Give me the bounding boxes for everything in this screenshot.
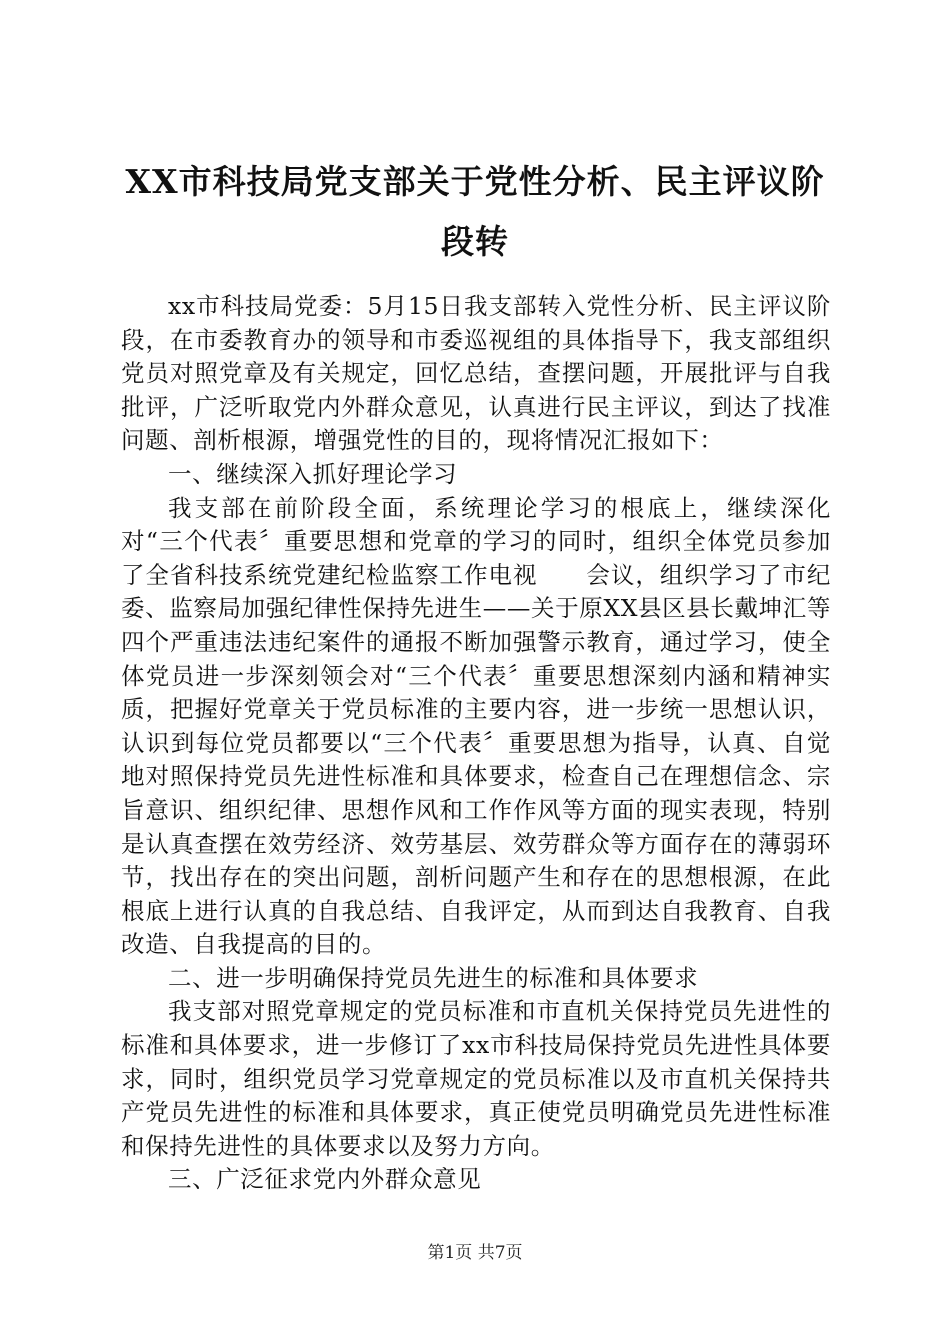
- page-footer: 第1页 共7页: [427, 1243, 523, 1263]
- section-heading-3: 三、广泛征求党内外群众意见: [168, 1165, 482, 1194]
- section-heading-2: 二、进一步明确保持党员先进生的标准和具体要求: [168, 963, 699, 992]
- section-2-paragraph: 我支部对照党章规定的党员标准和市直机关保持党员先进性的标准和具体要求，进一步修订了xx市科技局保持党员先进性具体要求，同时，组织党员学习党章规定的党员标准以及市直机关保持共产党员先进性的标准和具体要求，真正使党员明确党员先进性标准和保持先进性的具体要求以及努力方向。: [121, 997, 831, 1160]
- document-body: [121, 290, 831, 1197]
- section-heading-1: 一、继续深入抓好理论学习: [168, 459, 458, 488]
- document-title: XX市科技局党支部关于党性分析、民主评议阶段转: [125, 162, 825, 261]
- section-1-paragraph: 我支部在前阶段全面，系统理论学习的根底上，继续深化对“三个代表〞重要思想和党章的学习的同时，组织全体党员参加了全省科技系统党建纪检监察工作电视 会议，组织学习了市纪委、监察局加强纪律性保持先进生——关于原XX县区县长戴坤汇等四个严重违法违纪案件的通报不断加强警示教育，通过学习，使全体党员进一步深刻领会对“三个代表〞重要思想深刻内涵和精神实质，把握好党章关于党员标准的主要内容，进一步统一思想认识，认识到每位党员都要以“三个代表〞重要思想为指导，认真、自觉地对照保持党员先进性标准和具体要求，检查自己在理想信念、宗旨意识、组织纪律、思想作风和工作作风等方面的现实表现，特别是认真查摆在效劳经济、效劳基层、效劳群众等方面存在的薄弱环节，找出存在的突出问题，剖析问题产生和存在的思想根源，在此根底上进行认真的自我总结、自我评定，从而到达自我教育、自我改造、自我提高的目的。: [121, 493, 831, 959]
- intro-paragraph: xx市科技局党委：5月15日我支部转入党性分析、民主评议阶段，在市委教育办的领导和市委巡视组的具体指导下，我支部组织党员对照党章及有关规定，回忆总结，查摆问题，开展批评与自我批评，广泛听取党内外群众意见，认真进行民主评议，到达了找准问题、剖析根源，增强党性的目的，现将情况汇报如下：: [121, 292, 831, 455]
